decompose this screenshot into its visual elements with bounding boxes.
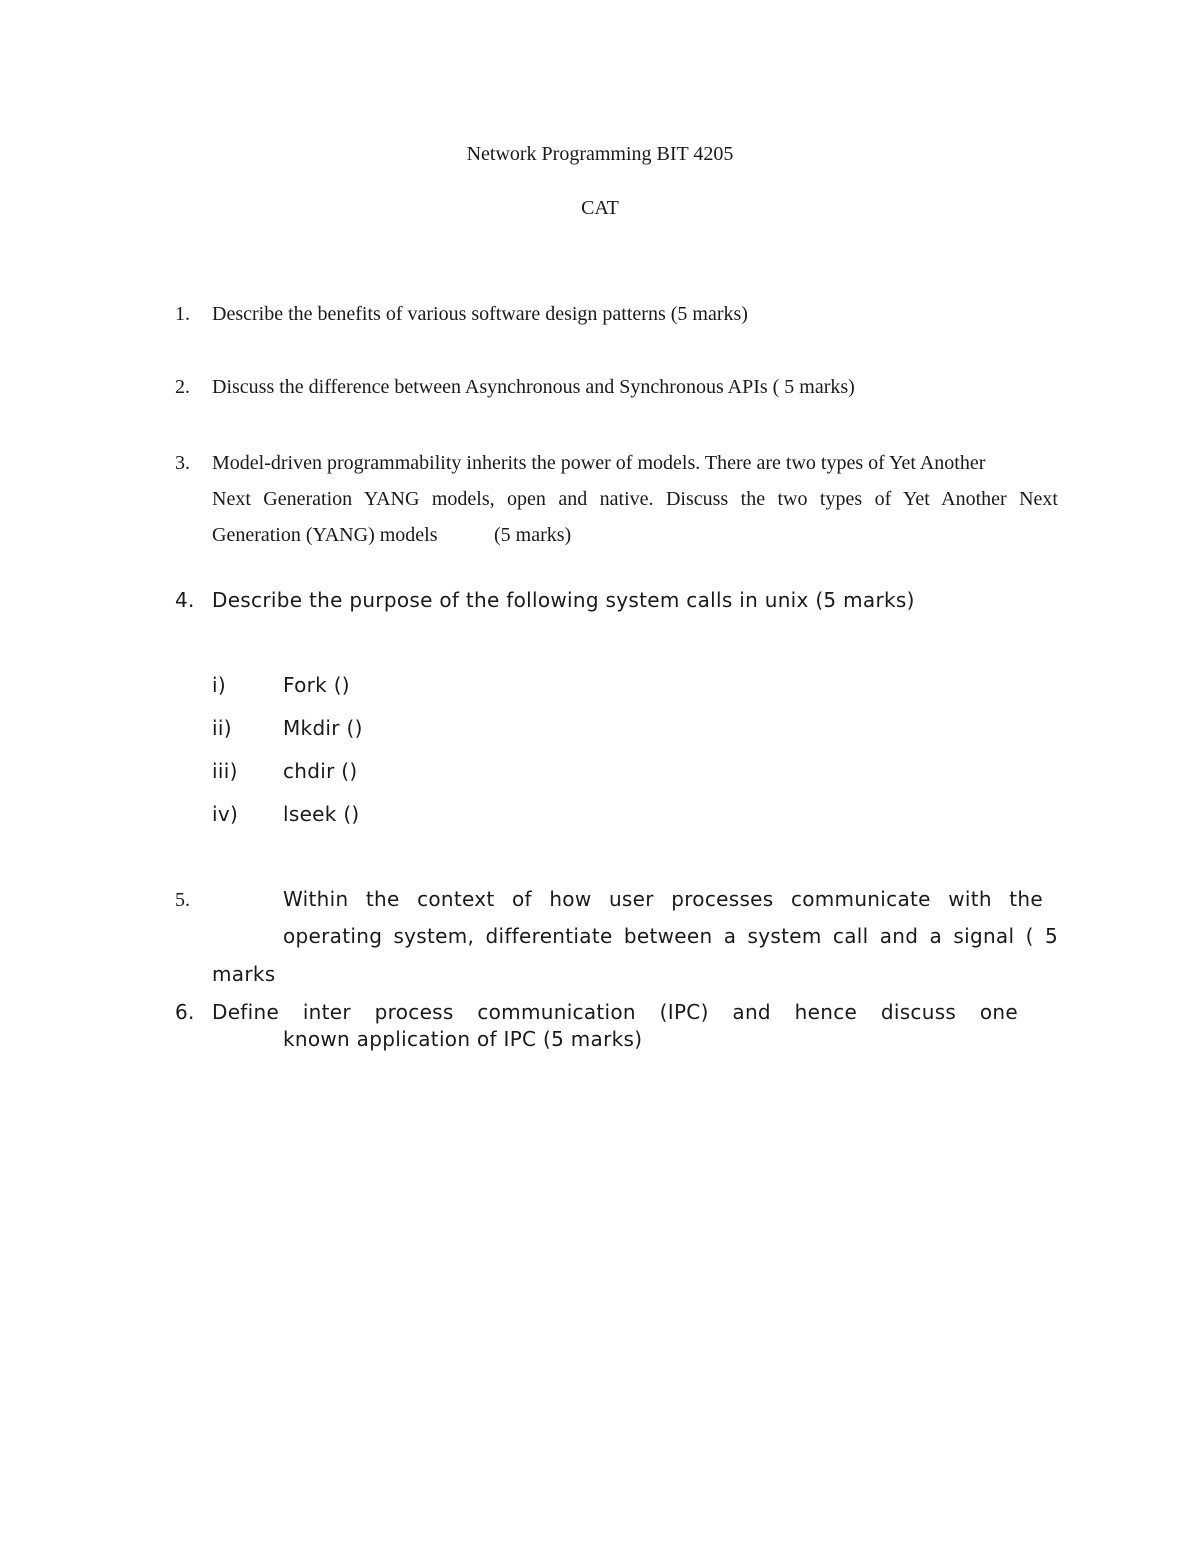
- subitem-label: iii): [212, 759, 238, 783]
- line-text: Generation (YANG) models: [212, 524, 438, 546]
- question-number: 4.: [175, 588, 195, 612]
- question-line: operating system, differentiate between a system call and a signal ( 5: [283, 924, 1058, 948]
- subitem-text: Mkdir (): [283, 716, 363, 740]
- question-text: Discuss the difference between Asynchronous and Synchronous APIs ( 5 marks): [212, 376, 855, 398]
- question-line: known application of IPC (5 marks): [283, 1027, 643, 1051]
- subitem-label: i): [212, 673, 226, 697]
- question-line: Within the context of how user processes communicate with the: [283, 887, 1043, 911]
- subitem-text: Fork (): [283, 673, 350, 697]
- subitem-text: lseek (): [283, 802, 360, 826]
- subitem-text: chdir (): [283, 759, 358, 783]
- question-text: Describe the benefits of various software design patterns (5 marks): [212, 303, 748, 325]
- exam-type: CAT: [581, 197, 619, 219]
- question-number: 6.: [175, 1000, 195, 1024]
- question-line: Define inter process communication (IPC) and hence discuss one: [212, 1000, 1018, 1024]
- question-line: [212, 524, 1058, 560]
- question-number: 5.: [175, 889, 190, 911]
- question-line: [212, 452, 1058, 488]
- marks-text: (5 marks): [494, 524, 572, 546]
- subitem-label: ii): [212, 716, 232, 740]
- course-title: Network Programming BIT 4205: [466, 143, 734, 165]
- question-number: 2.: [175, 376, 190, 398]
- question-number: 1.: [175, 303, 190, 325]
- question-text: Describe the purpose of the following system calls in unix (5 marks): [212, 588, 915, 612]
- question-line: Next Generation YANG models, open and native. Discuss the two types of Yet Another Next: [212, 488, 1058, 510]
- question-number: 3.: [175, 452, 190, 474]
- question-text: [212, 452, 1058, 560]
- line-text: Model-driven programmability inherits the power of models. There are two types of Yet Another: [212, 452, 986, 474]
- subitem-label: iv): [212, 802, 239, 826]
- question-line: marks: [212, 962, 276, 986]
